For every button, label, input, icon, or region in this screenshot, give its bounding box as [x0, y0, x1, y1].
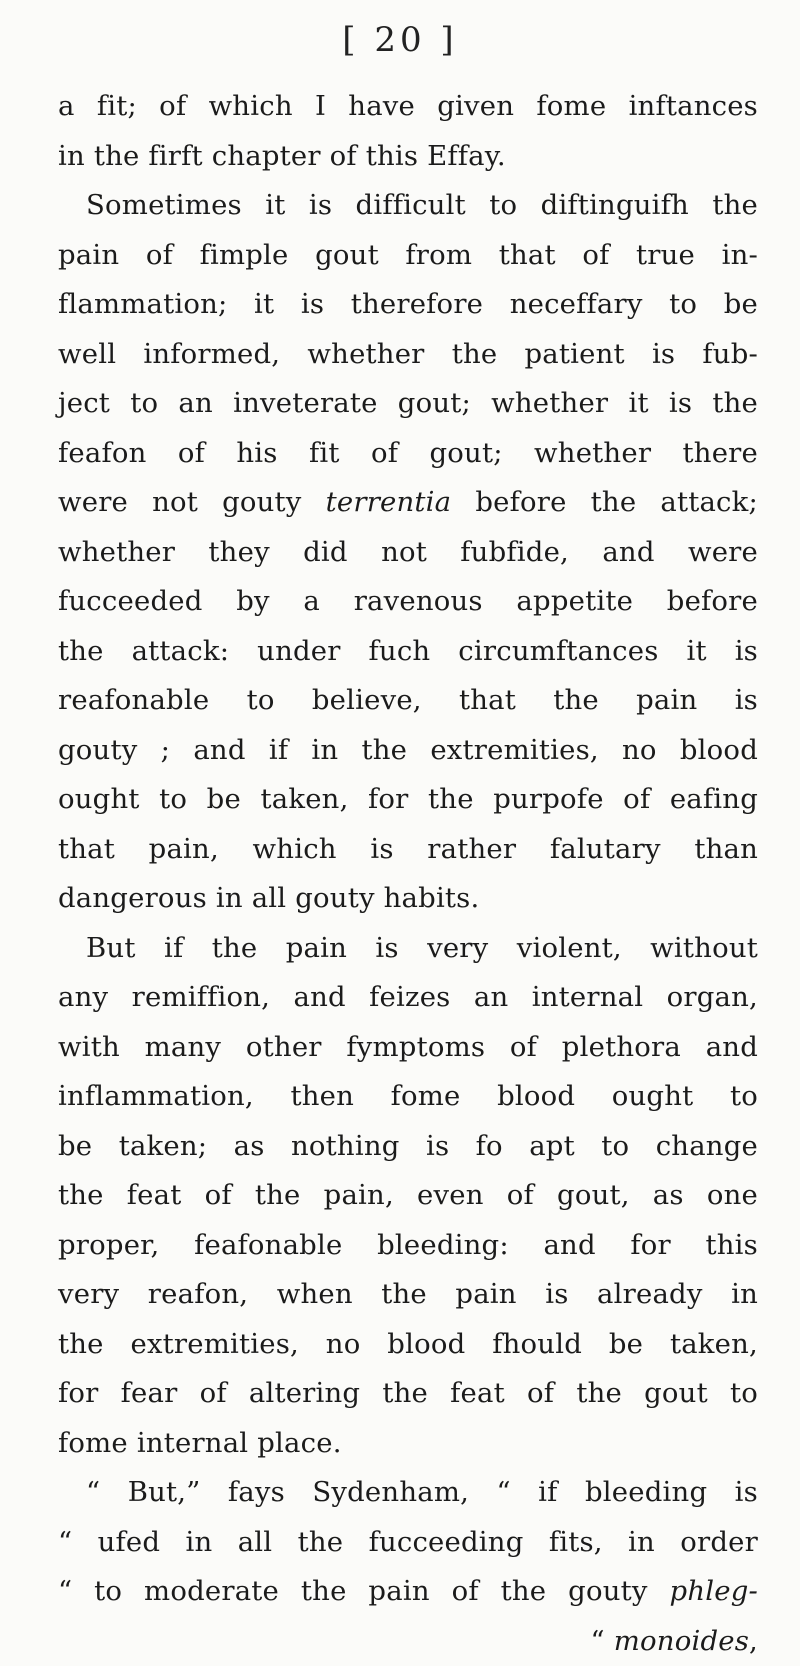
text-line [58, 924, 758, 974]
text-segment: fucceeded by a ravenous appetite before [58, 585, 758, 617]
text-segment: the attack: under fuch circumftances it is [58, 635, 758, 667]
text-segment: for fear of altering the feat of the gout to [58, 1377, 758, 1409]
text-line [58, 825, 758, 875]
text-segment: inflammation, then fome blood ought to [58, 1080, 758, 1112]
text-segment: gouty ; and if in the extremities, no blood [58, 734, 758, 766]
text-line [58, 726, 758, 776]
text-segment: well informed, whether the patient is fub- [58, 338, 758, 370]
text-line [58, 280, 758, 330]
text-segment: any remiffion, and feizes an internal organ, [58, 981, 758, 1013]
text-line [58, 181, 758, 231]
text-line [58, 676, 758, 726]
text-line [58, 429, 758, 479]
text-line [58, 973, 758, 1023]
text-segment: flammation; it is therefore neceffary to be [58, 288, 758, 320]
page-number: [ 20 ] [0, 10, 800, 70]
text-line [58, 874, 758, 924]
text-segment: be taken; as nothing is fo apt to change [58, 1130, 758, 1162]
text-line [58, 231, 758, 281]
text-segment: “ ufed in all the fucceeding fits, in order [58, 1526, 758, 1558]
text-segment: “ to moderate the pain of the gouty [58, 1575, 670, 1607]
text-line [58, 82, 758, 132]
text-line [58, 1072, 758, 1122]
text-segment: dangerous in all gouty habits. [58, 882, 479, 914]
text-segment: with many other fymptoms of plethora and [58, 1031, 758, 1063]
text-segment: ject to an inveterate gout; whether it is the [58, 387, 758, 419]
text-segment: were not gouty [58, 486, 326, 518]
text-segment: before the attack; [451, 486, 758, 518]
text-segment: the extremities, no blood fhould be taken, [58, 1328, 758, 1360]
text-line [58, 132, 758, 182]
text-line [58, 1122, 758, 1172]
text-segment: “ But,” fays Sydenham, “ if bleeding is [86, 1476, 758, 1508]
text-segment: feafon of his fit of gout; whether there [58, 437, 758, 469]
italic-text: monoides [614, 1625, 749, 1657]
text-segment: pain of fimple gout from that of true in- [58, 239, 758, 271]
text-line [58, 1221, 758, 1271]
text-line [58, 1567, 758, 1617]
text-line [58, 478, 758, 528]
text-segment: fome internal place. [58, 1427, 342, 1459]
text-line [58, 528, 758, 578]
text-line [58, 775, 758, 825]
text-line [58, 1023, 758, 1073]
text-segment: whether they did not fubfide, and were [58, 536, 758, 568]
text-line [58, 1518, 758, 1568]
text-segment: “ [591, 1625, 614, 1657]
text-line [58, 577, 758, 627]
text-line [58, 1419, 758, 1469]
text-line [58, 379, 758, 429]
text-segment: , [749, 1625, 758, 1657]
text-segment: in the firft chapter of this Effay. [58, 140, 506, 172]
text-segment: proper, feafonable bleeding: and for this [58, 1229, 758, 1261]
text-segment: very reafon, when the pain is already in [58, 1278, 758, 1310]
text-segment: ought to be taken, for the purpofe of eafing [58, 783, 758, 815]
body-text [58, 82, 758, 1666]
text-line [58, 1468, 758, 1518]
text-line [58, 1617, 758, 1666]
text-line [58, 1369, 758, 1419]
italic-text: phleg- [670, 1575, 758, 1607]
text-segment: a fit; of which I have given fome inftances [58, 90, 758, 122]
italic-text: terrentia [326, 486, 452, 518]
text-line [58, 330, 758, 380]
text-segment: reafonable to believe, that the pain is [58, 684, 758, 716]
text-line [58, 1320, 758, 1370]
text-segment: But if the pain is very violent, without [86, 932, 758, 964]
text-segment: that pain, which is rather falutary than [58, 833, 758, 865]
text-segment: Sometimes it is difficult to diftinguifh the [86, 189, 758, 221]
text-line [58, 1171, 758, 1221]
text-line [58, 1270, 758, 1320]
text-segment: the feat of the pain, even of gout, as one [58, 1179, 758, 1211]
text-line [58, 627, 758, 677]
